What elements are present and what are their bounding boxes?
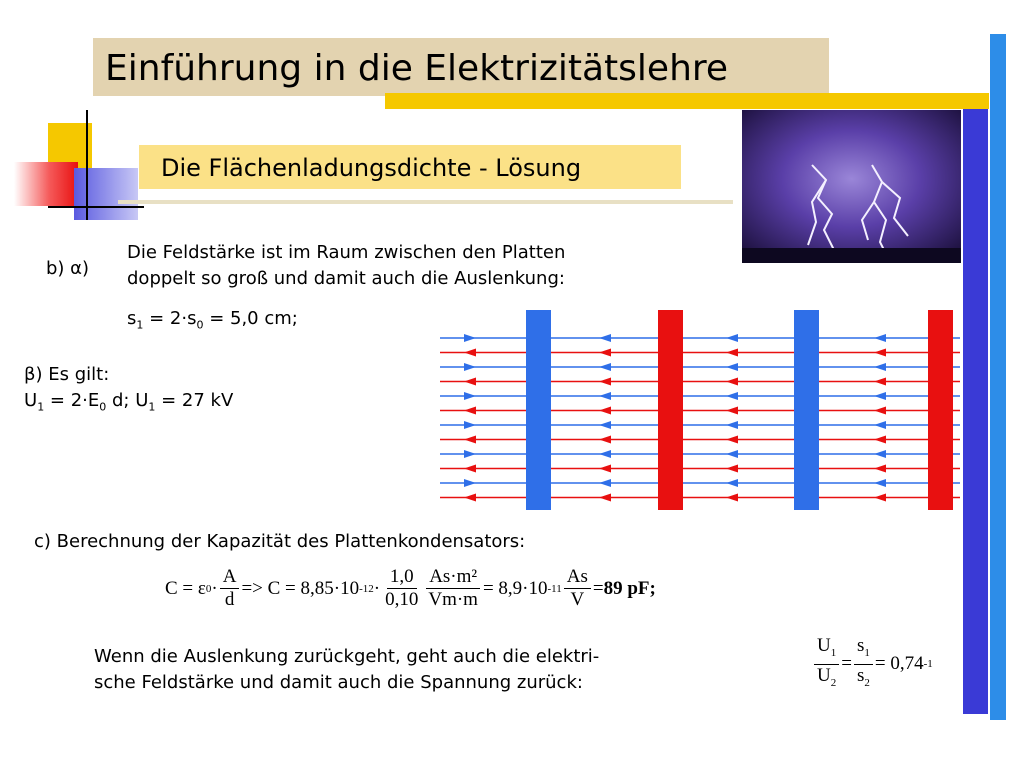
part-b-text-line1: Die Feldstärke ist im Raum zwischen den Platten — [127, 242, 566, 263]
part-c-heading: c) Berechnung der Kapazität des Plattenkondensators: — [34, 531, 526, 552]
field-arrow — [874, 363, 886, 371]
field-arrow — [599, 407, 611, 415]
field-arrow — [599, 363, 611, 371]
field-arrow — [464, 421, 476, 429]
field-arrow — [726, 436, 738, 444]
field-arrow — [874, 407, 886, 415]
field-arrow — [464, 494, 476, 502]
capacitor-plate-positive — [928, 310, 953, 510]
field-arrow — [464, 479, 476, 487]
right-accent-bar-light — [990, 34, 1006, 720]
field-arrow — [874, 334, 886, 342]
field-arrow — [874, 494, 886, 502]
field-arrow — [874, 465, 886, 473]
field-arrow — [464, 334, 476, 342]
field-arrow — [874, 479, 886, 487]
beta-label: β) Es gilt: — [24, 364, 110, 385]
field-arrow — [599, 378, 611, 386]
part-b-text-line2: doppelt so groß und damit auch die Auslenkung: — [127, 268, 565, 289]
capacity-result: 89 pF; — [603, 577, 656, 599]
capacitor-plate-negative — [526, 310, 551, 510]
field-arrow — [464, 407, 476, 415]
part-b-label: b) α) — [46, 258, 90, 279]
capacitor-plate-positive — [658, 310, 683, 510]
field-arrow — [464, 349, 476, 357]
field-arrow — [599, 450, 611, 458]
field-arrow — [599, 479, 611, 487]
part-b-result: $s_1 = 2\cdot s_0 = 5,0$ cm; — [127, 308, 298, 332]
field-arrow — [874, 349, 886, 357]
field-arrow — [874, 421, 886, 429]
field-arrow — [599, 392, 611, 400]
field-arrow — [599, 334, 611, 342]
right-accent-bar-dark — [963, 108, 988, 714]
conclusion-line2: sche Feldstärke und damit auch die Spannung zurück: — [94, 672, 583, 693]
capacitor-plate-negative — [794, 310, 819, 510]
field-arrow — [874, 392, 886, 400]
conclusion-line1: Wenn die Auslenkung zurückgeht, geht auch die elektri- — [94, 646, 600, 667]
field-arrow — [464, 450, 476, 458]
field-arrow — [726, 450, 738, 458]
field-arrow — [726, 363, 738, 371]
field-arrow — [874, 436, 886, 444]
field-arrow — [726, 465, 738, 473]
title-underline-stripe — [385, 93, 989, 109]
field-arrow — [726, 392, 738, 400]
field-arrow — [464, 363, 476, 371]
field-arrow — [464, 436, 476, 444]
field-arrow — [726, 334, 738, 342]
field-arrow — [726, 479, 738, 487]
field-arrow — [464, 392, 476, 400]
slide-title: Einführung in die Elektrizitätslehre — [93, 38, 829, 96]
subtitle-shadow — [118, 200, 733, 204]
field-arrow — [599, 349, 611, 357]
field-arrow — [599, 465, 611, 473]
field-arrow — [726, 349, 738, 357]
slide-subtitle: Die Flächenladungsdichte - Lösung — [139, 145, 681, 189]
field-arrow — [599, 421, 611, 429]
field-arrow — [726, 378, 738, 386]
field-arrow — [599, 436, 611, 444]
ratio-formula: $\frac{U_1}{U_2}$ = $\frac{s_1}{s_2}$ = 0,74 -1 — [812, 635, 933, 694]
capacity-formula: C = ε 0 · $\frac{A}{d}$ => C = 8,85·10 -12 · $\frac{1,0}{0,10}$ $\frac{\text{As·m²}}{Vm\cdot m}$ = 8,9·10 -11 $\frac{As}{V}$ = 89 pF; — [165, 566, 656, 610]
field-arrow — [874, 450, 886, 458]
field-arrow — [464, 378, 476, 386]
field-arrow — [726, 494, 738, 502]
field-arrow — [726, 407, 738, 415]
field-arrow — [726, 421, 738, 429]
field-arrow — [464, 465, 476, 473]
lightning-photo — [742, 110, 961, 263]
field-arrow — [874, 378, 886, 386]
capacitor-field-diagram — [440, 300, 960, 515]
beta-result: $U_1 = 2\cdot E_0$ d; $U_1 = 27$ kV — [24, 390, 234, 414]
field-arrow — [599, 494, 611, 502]
